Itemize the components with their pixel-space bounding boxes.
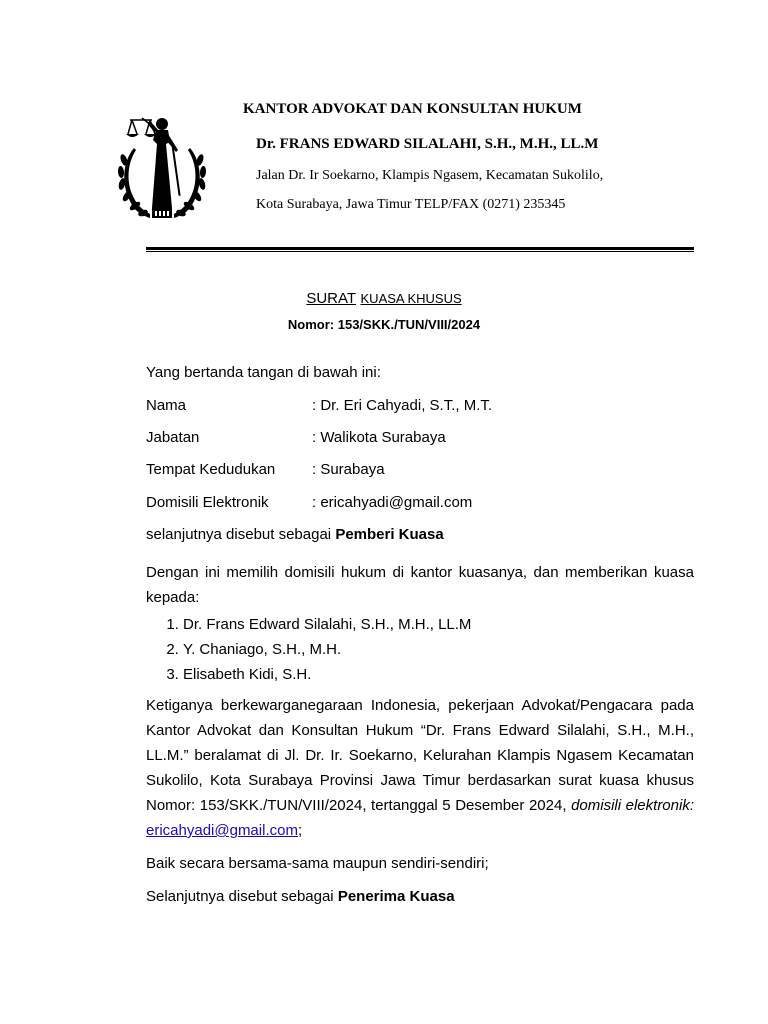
field-label: Domisili Elektronik	[146, 494, 269, 511]
office-name: KANTOR ADVOKAT DAN KONSULTAN HUKUM	[243, 101, 582, 117]
document-number: Nomor: 153/SKK./TUN/VIII/2024	[287, 317, 481, 332]
designation-role: Penerima Kuasa	[337, 888, 455, 905]
domicile-end: ;	[297, 822, 303, 839]
field-tempat-kedudukan	[146, 461, 385, 478]
document-title	[0, 290, 768, 308]
title-word: SURAT	[306, 290, 357, 307]
field-label: Jabatan	[146, 429, 200, 446]
designation-role: Pemberi Kuasa	[335, 526, 444, 543]
field-label: Nama	[146, 397, 187, 414]
header-divider-thick	[146, 247, 694, 250]
designation-prefix: Selanjutnya disebut sebagai	[146, 888, 338, 905]
grantor-intro: Yang bertanda tangan di bawah ini:	[146, 364, 381, 381]
field-nama	[146, 397, 492, 414]
field-value: : Surabaya	[312, 461, 385, 478]
list-item: 1. Dr. Frans Edward Silalahi, S.H., M.H., LL.M	[183, 612, 471, 637]
address-line-2: Kota Surabaya, Jawa Timur TELP/FAX (0271) 235345	[256, 197, 566, 212]
header-divider-thin	[146, 251, 694, 252]
domicile-label: domisili elektronik:	[571, 797, 694, 814]
field-value: : ericahyadi@gmail.com	[312, 494, 473, 511]
address-line-1: Jalan Dr. Ir Soekarno, Klampis Ngasem, Kecamatan Sukolilo,	[256, 168, 604, 183]
field-domisili-elektronik	[146, 494, 472, 511]
field-value: : Dr. Eri Cahyadi, S.T., M.T.	[312, 397, 493, 414]
list-item: 2. Y. Chaniago, S.H., M.H.	[183, 637, 471, 662]
jointly-statement: Baik secara bersama-sama maupun sendiri-sendiri;	[146, 855, 489, 872]
grantor-designation	[146, 522, 694, 547]
lawyer-name: Dr. FRANS EDWARD SILALAHI, S.H., M.H., LL.M	[256, 136, 599, 152]
attorneys-paragraph	[146, 693, 694, 843]
title-rest: KUASA KHUSUS	[360, 291, 462, 306]
paragraph-text: Ketiganya berkewarganegaraan Indonesia, pekerjaan Advokat/Pengacara pada Kantor Advokat dan Konsultan Hukum “Dr. Frans Edward Silalahi, S.H., M.H., LL.M.” beralamat di Jl. Dr. Ir. Soekarno, Kelurahan Klampis Ngasem Kecamatan Sukolilo, Kota Surabaya Provinsi Jawa Timur berdasarkan surat kuasa khusus Nomor: 153/SKK./TUN/VIII/2024, tertanggal 5 Desember 2024,	[146, 697, 694, 814]
list-item: 3. Elisabeth Kidi, S.H.	[183, 662, 471, 687]
field-label: Tempat Kedudukan	[146, 461, 276, 478]
field-value: : Walikota Surabaya	[312, 429, 446, 446]
lady-justice-icon	[112, 110, 212, 226]
grant-intro: Dengan ini memilih domisili hukum di kantor kuasanya, dan memberikan kuasa kepada:	[146, 564, 694, 606]
attorney-list	[146, 612, 471, 687]
recipient-designation	[146, 884, 694, 909]
email-link[interactable]: ericahyadi@gmail.com	[146, 822, 298, 839]
field-jabatan	[146, 429, 446, 446]
designation-prefix: selanjutnya disebut sebagai	[146, 526, 336, 543]
